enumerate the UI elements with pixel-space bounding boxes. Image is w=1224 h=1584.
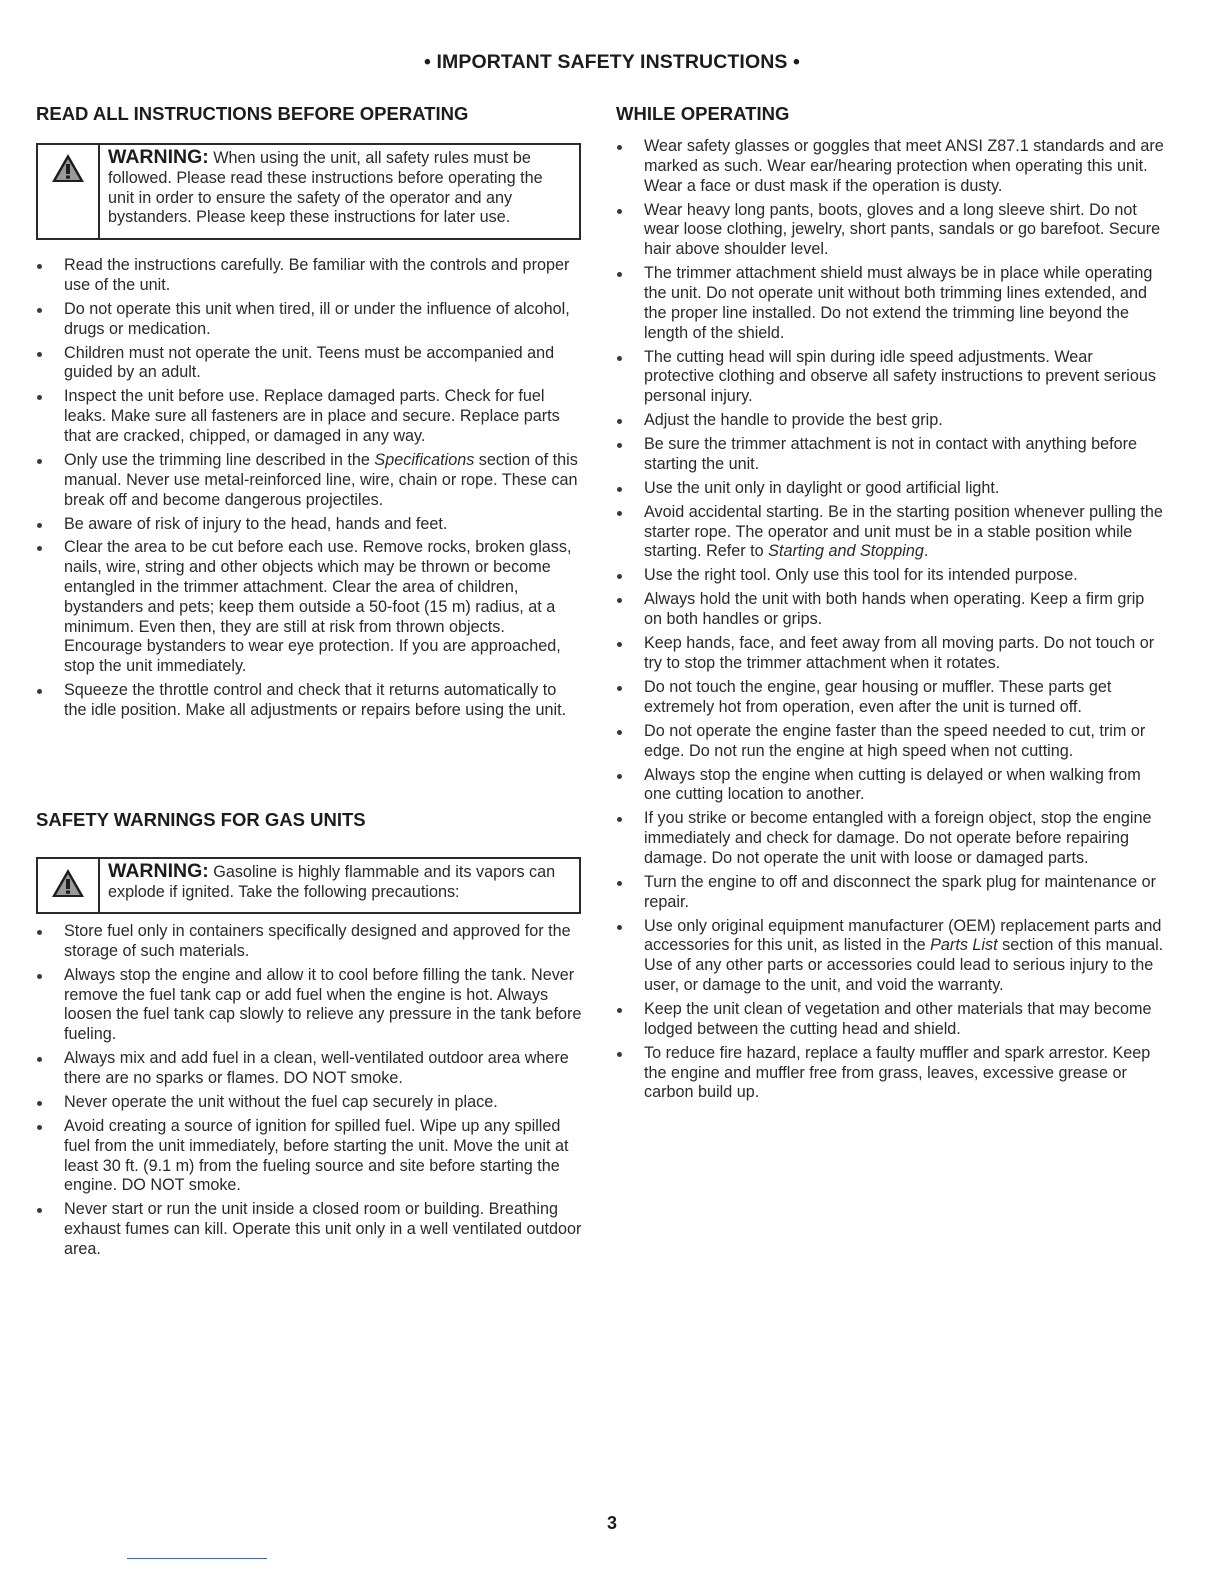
list-item (616, 503, 1164, 562)
list-text: Only use the trimming line described in the (64, 450, 375, 469)
list-item: Use the unit only in daylight or good artificial light. (616, 479, 1164, 499)
section-title-while-operating: WHILE OPERATING (616, 103, 790, 124)
warning-box-read-all (36, 143, 581, 240)
list-item: Be aware of risk of injury to the head, hands and feet. (36, 515, 582, 535)
list-item: Never operate the unit without the fuel cap securely in place. (36, 1093, 582, 1113)
list-item: Use the right tool. Only use this tool for its intended purpose. (616, 566, 1164, 586)
list-item: Clear the area to be cut before each use. Remove rocks, broken glass, nails, wire, string and other objects which may be thrown or become entangled in the trimmer attachment. Clear the area of children, bystanders and pets; keep them outside a 50-foot (15 m) radius, at a minimum. Even then, they are still at risk from thrown objects. Encourage bystanders to wear eye protection. If you are approached, stop the unit immediately. (36, 538, 582, 677)
list-item: The trimmer attachment shield must always be in place while operating the unit. Do not operate unit without both trimming lines extended, and the proper line installed. Do not extend the trimming line beyond the length of the shield. (616, 264, 1164, 343)
list-text: Use only original equipment manufacturer (OEM) replacement parts and accessories for this unit, as listed in the (644, 916, 1162, 955)
list-text: section of this manual. Use of any other parts or accessories could lead to serious injury to the user, or damage to the unit, and void the warranty. (644, 936, 1164, 995)
list-item: Never start or run the unit inside a closed room or building. Breathing exhaust fumes can kill. Operate this unit only in a well ventilated outdoor area. (36, 1200, 582, 1259)
list-item (36, 451, 582, 510)
list-item: To reduce fire hazard, replace a faulty muffler and spark arrestor. Keep the engine and muffler free from grass, leaves, excessive grease or carbon build up. (616, 1044, 1164, 1103)
warning-text-read-all (100, 145, 579, 238)
section-title-read-all: READ ALL INSTRUCTIONS BEFORE OPERATING (36, 103, 469, 124)
list-item: Avoid creating a source of ignition for spilled fuel. Wipe up any spilled fuel from the unit immediately, before starting the unit. Move the unit at least 30 ft. (9.1 m) from the fueling source and site before starting the engine. DO NOT smoke. (36, 1117, 582, 1196)
specifications-ref: Specifications (374, 450, 475, 469)
list-item: Do not operate this unit when tired, ill or under the influence of alcohol, drugs or medication. (36, 300, 582, 340)
read-all-list (36, 256, 582, 725)
page-header: • IMPORTANT SAFETY INSTRUCTIONS • (424, 51, 800, 73)
list-item: Wear heavy long pants, boots, gloves and a long sleeve shirt. Do not wear loose clothing, jewelry, short pants, sandals or go barefoot. Secure hair above shoulder level. (616, 201, 1164, 260)
section-title-gas: SAFETY WARNINGS FOR GAS UNITS (36, 809, 366, 830)
warning-text-gas (100, 859, 579, 912)
parts-list-ref: Parts List (930, 936, 998, 955)
list-text: Avoid accidental starting. Be in the starting position whenever pulling the starter rope. The operator and unit must be in a stable position while starting. Refer to (644, 502, 1163, 561)
page-number: 3 (606, 1513, 617, 1533)
footer-rule (127, 1558, 267, 1559)
list-item: Keep hands, face, and feet away from all moving parts. Do not touch or try to stop the trimmer attachment when it rotates. (616, 634, 1164, 674)
list-item: Be sure the trimmer attachment is not in contact with anything before starting the unit. (616, 435, 1164, 475)
warning-icon-cell (38, 145, 100, 238)
list-item: Store fuel only in containers specifically designed and approved for the storage of such materials. (36, 922, 582, 962)
warning-icon-cell (38, 859, 100, 912)
list-item: Always hold the unit with both hands when operating. Keep a firm grip on both handles or grips. (616, 590, 1164, 630)
warning-triangle-icon (51, 868, 85, 898)
list-text: . (923, 542, 929, 561)
warning-label: WARNING: (108, 146, 209, 168)
list-item: Always mix and add fuel in a clean, well-ventilated outdoor area where there are no sparks or flames. DO NOT smoke. (36, 1049, 582, 1089)
list-item: Do not operate the engine faster than the speed needed to cut, trim or edge. Do not run the engine at high speed when not cutting. (616, 722, 1164, 762)
list-item: Inspect the unit before use. Replace damaged parts. Check for fuel leaks. Make sure all fasteners are in place and secure. Replace parts that are cracked, chipped, or damaged in any way. (36, 387, 582, 446)
list-item: Do not touch the engine, gear housing or muffler. These parts get extremely hot from operation, even after the unit is turned off. (616, 678, 1164, 718)
list-item: If you strike or become entangled with a foreign object, stop the engine immediately and check for damage. Do not operate before repairing damage. Do not operate the unit with loose or damaged parts. (616, 809, 1164, 868)
list-item: Squeeze the throttle control and check that it returns automatically to the idle position. Make all adjustments or repairs before using the unit. (36, 681, 582, 721)
warning-box-gas (36, 857, 581, 914)
warning-body: Gasoline is highly flammable and its vapors can explode if ignited. Take the following precautions: (108, 863, 556, 901)
list-item: Children must not operate the unit. Teens must be accompanied and guided by an adult. (36, 344, 582, 384)
list-item: Read the instructions carefully. Be familiar with the controls and proper use of the unit. (36, 256, 582, 296)
list-item (616, 917, 1164, 996)
warning-label: WARNING: (108, 860, 209, 882)
list-item: Keep the unit clean of vegetation and other materials that may become lodged between the cutting head and shield. (616, 1000, 1164, 1040)
list-item: Adjust the handle to provide the best grip. (616, 411, 1164, 431)
starting-stopping-ref: Starting and Stopping (768, 542, 924, 561)
list-item: Always stop the engine when cutting is delayed or when walking from one cutting location to another. (616, 766, 1164, 806)
gas-list (36, 922, 582, 1264)
list-item: The cutting head will spin during idle speed adjustments. Wear protective clothing and observe all safety instructions to prevent serious personal injury. (616, 348, 1164, 407)
while-operating-list (616, 137, 1164, 1107)
list-item: Turn the engine to off and disconnect the spark plug for maintenance or repair. (616, 873, 1164, 913)
list-text: section of this manual. Never use metal-reinforced line, wire, chain or rope. These can break off and become dangerous projectiles. (64, 450, 578, 509)
warning-triangle-icon (51, 153, 85, 183)
list-item: Wear safety glasses or goggles that meet ANSI Z87.1 standards and are marked as such. Wear ear/hearing protection when operating this unit. Wear a face or dust mask if the operation is dusty. (616, 137, 1164, 196)
warning-body: When using the unit, all safety rules must be followed. Please read these instructions before operating the unit in order to ensure the safety of the operator and any bystanders. Please keep these instructions for later use. (108, 149, 543, 227)
list-item: Always stop the engine and allow it to cool before filling the tank. Never remove the fuel tank cap or add fuel when the engine is hot. Always loosen the fuel tank cap slowly to relieve any pressure in the tank before fueling. (36, 966, 582, 1045)
